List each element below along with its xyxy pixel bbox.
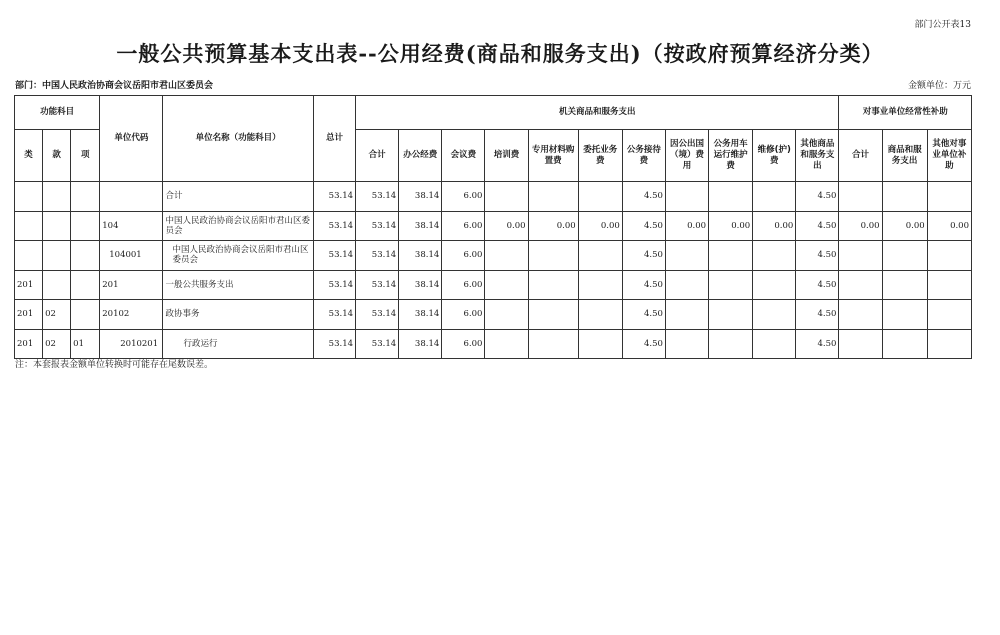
cell-s-total: 0.00 — [839, 211, 882, 241]
cell-code: 104001 — [100, 241, 163, 271]
department-label: 部门：中国人民政治协商会议岳阳市君山区委员会 — [15, 81, 214, 91]
header-vehicle: 公务用车运行维护费 — [709, 130, 753, 182]
cell-g-total: 53.14 — [356, 270, 399, 300]
cell-training — [485, 300, 528, 330]
cell-reception: 4.50 — [622, 270, 665, 300]
cell-s-other — [927, 182, 971, 212]
cell-code — [100, 182, 163, 212]
header-unit-code: 单位代码 — [100, 96, 163, 182]
cell-abroad: 0.00 — [665, 211, 708, 241]
cell-s-other — [927, 241, 971, 271]
cell-training — [485, 241, 528, 271]
cell-commission — [578, 329, 622, 359]
cell-other: 4.50 — [796, 182, 839, 212]
cell-repair — [753, 241, 796, 271]
header-office: 办公经费 — [399, 130, 442, 182]
header-meeting: 会议费 — [442, 130, 485, 182]
cell-total: 53.14 — [313, 329, 355, 359]
cell-g-total: 53.14 — [356, 300, 399, 330]
cell-xiang: 01 — [71, 329, 100, 359]
cell-total: 53.14 — [313, 270, 355, 300]
cell-s-other — [927, 270, 971, 300]
header-materials: 专用材料购置费 — [528, 130, 578, 182]
cell-lei: 201 — [15, 300, 43, 330]
cell-repair — [753, 300, 796, 330]
header-training: 培训费 — [485, 130, 528, 182]
header-lei: 类 — [15, 130, 43, 182]
cell-reception: 4.50 — [622, 182, 665, 212]
cell-lei — [15, 211, 43, 241]
cell-vehicle — [709, 300, 753, 330]
cell-materials — [528, 300, 578, 330]
table-body — [15, 182, 972, 359]
cell-xiang — [71, 300, 100, 330]
cell-repair — [753, 270, 796, 300]
header-kuan: 款 — [43, 130, 71, 182]
cell-training — [485, 329, 528, 359]
cell-vehicle — [709, 270, 753, 300]
cell-total: 53.14 — [313, 211, 355, 241]
cell-commission: 0.00 — [578, 211, 622, 241]
header-repair: 维修(护)费 — [753, 130, 796, 182]
cell-name: 行政运行 — [163, 329, 313, 359]
table-row — [15, 300, 972, 330]
cell-repair: 0.00 — [753, 211, 796, 241]
cell-s-goods — [882, 182, 927, 212]
cell-xiang — [71, 241, 100, 271]
cell-name: 中国人民政治协商会议岳阳市君山区委员会 — [163, 241, 313, 271]
cell-total: 53.14 — [313, 182, 355, 212]
cell-total: 53.14 — [313, 241, 355, 271]
cell-name: 合计 — [163, 182, 313, 212]
cell-materials — [528, 182, 578, 212]
header-total: 总计 — [313, 96, 355, 182]
cell-training — [485, 182, 528, 212]
cell-training — [485, 270, 528, 300]
cell-g-total: 53.14 — [356, 329, 399, 359]
cell-s-total — [839, 241, 882, 271]
cell-s-total — [839, 182, 882, 212]
cell-lei — [15, 182, 43, 212]
cell-materials — [528, 329, 578, 359]
cell-kuan — [43, 270, 71, 300]
header-abroad: 因公出国（境）费用 — [665, 130, 708, 182]
cell-abroad — [665, 182, 708, 212]
cell-s-total — [839, 270, 882, 300]
cell-repair — [753, 182, 796, 212]
cell-repair — [753, 329, 796, 359]
cell-lei: 201 — [15, 329, 43, 359]
cell-s-goods — [882, 300, 927, 330]
cell-reception: 4.50 — [622, 211, 665, 241]
cell-name: 一般公共服务支出 — [163, 270, 313, 300]
cell-commission — [578, 270, 622, 300]
cell-office: 38.14 — [399, 270, 442, 300]
cell-meeting: 6.00 — [442, 182, 485, 212]
header-goods-total: 合计 — [356, 130, 399, 182]
cell-name: 中国人民政治协商会议岳阳市君山区委员会 — [163, 211, 313, 241]
cell-kuan — [43, 241, 71, 271]
page-title: 一般公共预算基本支出表--公用经费(商品和服务支出)（按政府预算经济分类） — [116, 41, 884, 66]
header-unit-name: 单位名称（功能科目） — [163, 96, 313, 182]
cell-xiang — [71, 182, 100, 212]
expenditure-table — [14, 95, 972, 359]
cell-materials — [528, 241, 578, 271]
cell-vehicle — [709, 241, 753, 271]
table-row — [15, 182, 972, 212]
cell-abroad — [665, 300, 708, 330]
cell-s-goods — [882, 329, 927, 359]
cell-s-total — [839, 329, 882, 359]
cell-g-total: 53.14 — [356, 241, 399, 271]
cell-s-goods — [882, 270, 927, 300]
cell-abroad — [665, 329, 708, 359]
header-func-subject: 功能科目 — [15, 96, 100, 130]
cell-s-other — [927, 329, 971, 359]
cell-meeting: 6.00 — [442, 241, 485, 271]
cell-kuan — [43, 182, 71, 212]
amount-unit-label: 金额单位：万元 — [907, 81, 971, 91]
cell-vehicle — [709, 329, 753, 359]
cell-office: 38.14 — [399, 182, 442, 212]
cell-g-total: 53.14 — [356, 182, 399, 212]
cell-other: 4.50 — [796, 241, 839, 271]
cell-code: 104 — [100, 211, 163, 241]
cell-code: 20102 — [100, 300, 163, 330]
cell-materials — [528, 270, 578, 300]
header-xiang: 项 — [71, 130, 100, 182]
cell-name: 政协事务 — [163, 300, 313, 330]
cell-materials: 0.00 — [528, 211, 578, 241]
cell-meeting: 6.00 — [442, 211, 485, 241]
header-commission: 委托业务费 — [578, 130, 622, 182]
table-row — [15, 241, 972, 271]
cell-code: 201 — [100, 270, 163, 300]
cell-s-goods — [882, 241, 927, 271]
cell-s-total — [839, 300, 882, 330]
header-reception: 公务接待费 — [622, 130, 665, 182]
table-row — [15, 211, 972, 241]
cell-kuan: 02 — [43, 300, 71, 330]
cell-lei: 201 — [15, 270, 43, 300]
cell-office: 38.14 — [399, 329, 442, 359]
cell-other: 4.50 — [796, 300, 839, 330]
cell-reception: 4.50 — [622, 300, 665, 330]
header-other: 其他商品和服务支出 — [796, 130, 839, 182]
header-subsidy-group: 对事业单位经常性补助 — [839, 96, 972, 130]
cell-reception: 4.50 — [622, 329, 665, 359]
cell-other: 4.50 — [796, 270, 839, 300]
cell-meeting: 6.00 — [442, 270, 485, 300]
cell-xiang — [71, 211, 100, 241]
header-subsidy-goods: 商品和服务支出 — [882, 130, 927, 182]
header-subsidy-other: 其他对事业单位补助 — [927, 130, 971, 182]
cell-abroad — [665, 241, 708, 271]
cell-other: 4.50 — [796, 211, 839, 241]
cell-s-goods: 0.00 — [882, 211, 927, 241]
cell-xiang — [71, 270, 100, 300]
cell-lei — [15, 241, 43, 271]
cell-commission — [578, 300, 622, 330]
cell-training: 0.00 — [485, 211, 528, 241]
cell-code: 2010201 — [100, 329, 163, 359]
cell-s-other — [927, 300, 971, 330]
cell-meeting: 6.00 — [442, 300, 485, 330]
cell-kuan — [43, 211, 71, 241]
table-row — [15, 329, 972, 359]
header-subsidy-total: 合计 — [839, 130, 882, 182]
cell-abroad — [665, 270, 708, 300]
table-row — [15, 270, 972, 300]
cell-office: 38.14 — [399, 300, 442, 330]
table-number: 部门公开表13 — [914, 20, 971, 30]
cell-vehicle — [709, 182, 753, 212]
cell-reception: 4.50 — [622, 241, 665, 271]
cell-other: 4.50 — [796, 329, 839, 359]
cell-g-total: 53.14 — [356, 211, 399, 241]
cell-meeting: 6.00 — [442, 329, 485, 359]
cell-vehicle: 0.00 — [709, 211, 753, 241]
cell-office: 38.14 — [399, 241, 442, 271]
cell-kuan: 02 — [43, 329, 71, 359]
cell-commission — [578, 182, 622, 212]
header-goods-services-group: 机关商品和服务支出 — [356, 96, 839, 130]
cell-office: 38.14 — [399, 211, 442, 241]
cell-total: 53.14 — [313, 300, 355, 330]
cell-s-other: 0.00 — [927, 211, 971, 241]
footnote: 注：本套报表金额单位转换时可能存在尾数误差。 — [15, 360, 214, 370]
cell-commission — [578, 241, 622, 271]
